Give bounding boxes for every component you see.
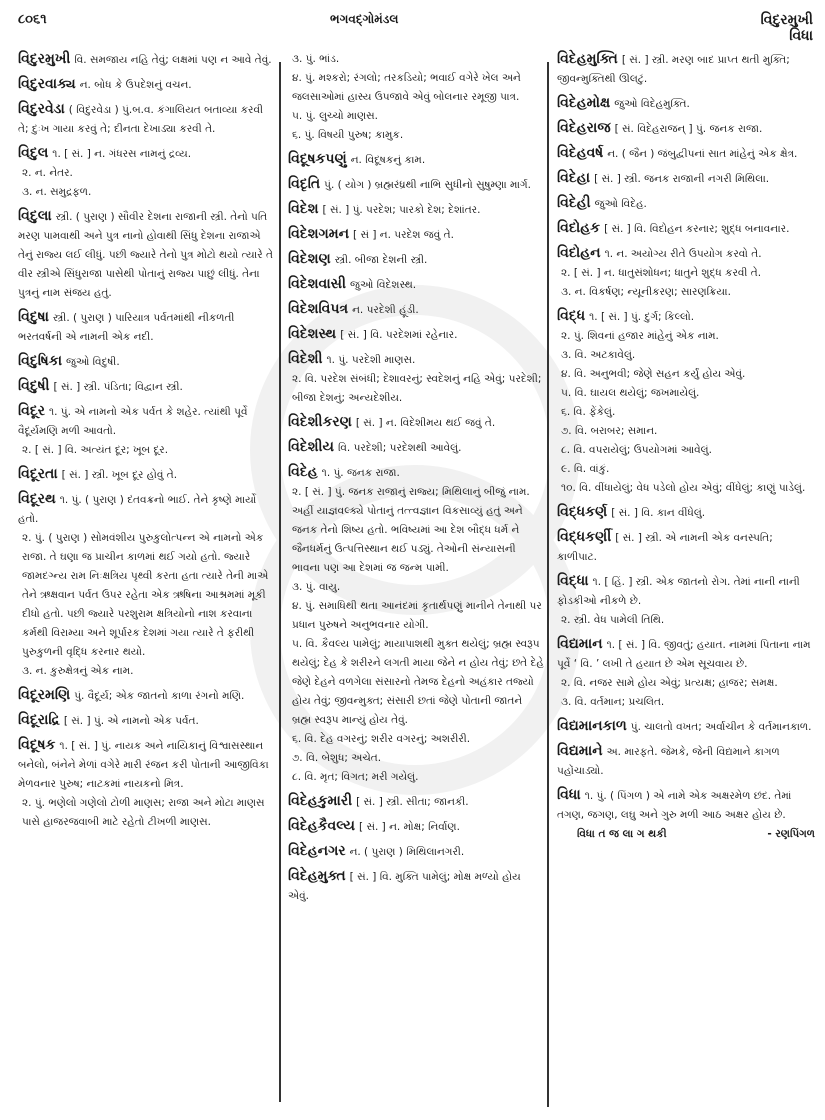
dictionary-entry <box>288 150 544 170</box>
headword: વિદુલા <box>18 208 52 224</box>
headword: વિદેશગમન <box>288 226 350 242</box>
sense-definition: ૧. ન. અયોગ્ય રીતે ઉપયોગ કરવો તે. <box>604 248 762 260</box>
sense-definition: પું. ( યોગ ) બ્રહ્મરંધ્રથી નાભિ સુધીનો સુષુમ્ણા માર્ગ. <box>324 179 532 191</box>
dictionary-entry <box>18 75 276 95</box>
headword: વિદેશ <box>288 201 319 217</box>
dictionary-entry <box>288 817 544 837</box>
sense-definition: ૧. [ સં. ] વિ. જીવતું; હયાત. નામમાં પિતાના નામ પૂર્વે ‘ વિ. ’ લખી તે હયાત છે એમ સૂચવાય છે. <box>557 639 811 670</box>
sense-definition: ૬. પું. વિષયી પુરુષ; કામુક. <box>292 129 404 141</box>
sense-definition: [ સં. ] પું. પરદેશ; પારકો દેશ; દેશાંતર. <box>322 204 481 216</box>
sense-definition: ૮. વિ. વપરાયેલું; ઉપયોગમાં આવેલું. <box>561 444 712 456</box>
sense-definition: ૧૦. વિ. વીંધાયેલું; વેધ પડેલો હોય એવું; વીંધેલું; કાણું પાડેલું. <box>561 482 806 494</box>
dictionary-entry <box>557 528 815 567</box>
headword: વિદેહમોક્ષ <box>557 95 611 111</box>
column-3 <box>557 50 815 1100</box>
dictionary-entry <box>288 792 544 812</box>
sense-definition: ૪. પું. મશ્કરો; રંગલો; તરકડિયો; ભવાઈ વગેરે ખેલ અને જલસાઓમાં હાસ્ય ઉપજાવે એવું બોલનાર રમૂજી પાત્ર. <box>292 72 521 103</box>
dictionary-entry <box>557 169 815 189</box>
headword: વિદૂષક <box>18 737 56 753</box>
dictionary-entry <box>288 350 544 408</box>
sense-definition: ૭. વિ. બરાબર; સમાન. <box>561 425 658 437</box>
verse-quote <box>557 825 815 844</box>
sense-definition: [ સં. ] ન. વિદેશીમય થઈ જવું તે. <box>355 417 496 429</box>
dictionary-entry <box>288 463 544 787</box>
quote-source: - રણપિંગળ <box>767 828 815 840</box>
dictionary-entry <box>288 50 544 145</box>
sense-definition: ૩. ન. સમુદ્રફળ. <box>22 186 92 198</box>
headword: વિદ્ધા <box>557 573 589 589</box>
sense-definition: ૨. સ્ત્રી. વેધ પામેલી તિથિ. <box>561 614 665 626</box>
sense-definition: ૧. [ સં. ] પું. દુર્ગ; કિલ્લો. <box>589 311 695 323</box>
dictionary-entry <box>288 200 544 220</box>
headword: વિદેહી <box>557 195 591 211</box>
sense-definition: ૩. વિ. વર્તમાન; પ્રચલિત. <box>561 696 665 708</box>
sense-definition: ૨. ન. નેતર. <box>22 167 73 179</box>
headword: વિદૃતિ <box>288 176 321 192</box>
sense-definition: [ સં. ] વિ. પરદેશમાં રહેનાર. <box>340 329 458 341</box>
headword: વિદૂરમણિ <box>18 687 71 703</box>
sense-definition: ૧. પું. ( પુરાણ ) દંતવક્રનો ભાઈ. તેને કૃષ્ણે માર્યો હતો. <box>18 494 257 525</box>
sense-definition: ( વિદુરવેડા ) પું.બ.વ. કંગાલિયત બતાવ્યા કરવી તે; દુઃખ ગાયા કરવું તે; દીનતા દેખાડ્યા કરવી તે. <box>18 104 263 135</box>
sense-definition: [ સં. ] સ્ત્રી. સીતા; જાનકી. <box>356 796 469 808</box>
sense-definition: ૨. પું. ભણેલો ગણેલો ટોળી માણસ; રાજા અને મોટા માણસ પાસે હાજરજવાબી માટે રહેતો ટીખળી માણસ. <box>22 797 265 828</box>
sense-definition: ૮. વિ. મૃત; વિગત; મરી ગયેલું. <box>292 771 419 783</box>
dictionary-entry <box>288 250 544 270</box>
sense-definition: [ સં. ] વિ. કાન વીંધેલું. <box>611 507 706 519</box>
sense-definition: ૨. વિ. નજર સામે હોય એવું; પ્રત્યક્ષ; હાજર; સમક્ષ. <box>561 677 778 689</box>
sense-definition: ૨. [ સં. ] પું. જનક રાજાનું રાજ્ય; મિથિલાનું બીજું નામ. અહીં યાજ્ઞવલ્ક્યે પોતાનું તત્ત્વજ્ઞાન વિકસાવ્યું હતું અને જનક તેનો શિષ્ય હતો. ભવિષ્યમાં આ દેશ બૌદ્ધ ધર્મ ને જૈનધર્મનું ઉત્પત્તિસ્થાન થઈ પડ્યું. તેઓની સંન્યાસની ભાવના પણ આ દેશમાં જ જન્મ પામી. <box>292 486 530 574</box>
sense-definition: ૩. પું. વાયુ. <box>292 581 341 593</box>
headword: વિદૂરતા <box>18 466 58 482</box>
dictionary-entry <box>557 50 815 89</box>
headword: વિદ્યમાને <box>557 743 603 759</box>
dictionary-entry <box>18 352 276 372</box>
headword: વિદેશવાસી <box>288 276 347 292</box>
dictionary-entry <box>557 717 815 737</box>
column-1 <box>18 50 276 1100</box>
dictionary-entry <box>288 842 544 862</box>
sense-definition: પું. ચાલતો વખત; અર્વાચીન કે વર્તમાનકાળ. <box>630 721 812 733</box>
headword: વિદેહવર્ષ <box>557 145 604 161</box>
sense-definition: ૪. પું. સમાધિથી થતા આનંદમાં કૃતાર્થપણું માનીને તેનાથી પર પ્રધાન પુરુષને અનુભવનાર યોગી. <box>292 600 542 631</box>
headword: વિદેશસ્થ <box>288 326 337 342</box>
dictionary-entry <box>557 194 815 214</box>
headword: વિદેશી <box>288 351 323 367</box>
sense-definition: [ સં. ] પું. એ નામનો એક પર્વત. <box>63 715 199 727</box>
sense-definition: ૧. પું. એ નામનો એક પર્વત કે શહેર. ત્યાંથી પૂર્વે વૈદૂર્યમણિ મળી આવતો. <box>18 406 248 437</box>
dictionary-entry <box>557 119 815 139</box>
headword: વિદેહનગર <box>288 843 346 859</box>
sense-definition: ૧. પું. જનક રાજા. <box>321 467 400 479</box>
page-header <box>0 0 825 50</box>
headword: વિદેહરાજ <box>557 120 611 136</box>
headword: વિદૂષકપણું <box>288 151 347 167</box>
sense-definition: ૩. વિ. અટકાવેલું. <box>561 349 636 361</box>
dictionary-entry <box>557 742 815 781</box>
headword: વિદ્યમાન <box>557 636 603 652</box>
dictionary-entry <box>18 308 276 347</box>
dictionary-entry <box>557 244 815 302</box>
dictionary-entry <box>18 490 276 681</box>
sense-definition: ૨. [ સં. ] ન. ધાતુસંશોધન; ધાતુને શુદ્ધ કરવી તે. <box>561 267 762 279</box>
dictionary-entry <box>288 225 544 245</box>
sense-definition: [ સં ] ન. પરદેશ જવું તે. <box>353 229 454 241</box>
dictionary-entry <box>18 402 276 460</box>
dictionary-columns <box>0 50 825 1120</box>
dictionary-entry <box>18 736 276 832</box>
dictionary-entry <box>288 175 544 195</box>
dictionary-entry <box>18 144 276 202</box>
headword: વિદેહ <box>288 464 318 480</box>
headword: વિદેશીકરણ <box>288 414 352 430</box>
dictionary-entry <box>18 377 276 397</box>
dictionary-entry <box>557 503 815 523</box>
headword: વિદ્યમાનકાળ <box>557 718 627 734</box>
headword: વિદુલ <box>18 145 49 161</box>
sense-definition: ૪. વિ. અનુભવી; જેણે સહન કર્યું હોય એવું. <box>561 368 746 380</box>
dictionary-entry <box>557 635 815 712</box>
sense-definition: સ્ત્રી. બીજા દેશની સ્ત્રી. <box>334 254 428 266</box>
sense-definition: જુઓ વિદેહમુક્તિ. <box>614 98 690 110</box>
sense-definition: ૫. વિ. ઘાયલ થયેલું; જખમાયેલું. <box>561 387 700 399</box>
headword: વિદુષા <box>18 309 49 325</box>
sense-definition: ૧. [ હિં. ] સ્ત્રી. એક જાતનો રોગ. તેમાં નાની નાની ફોડકીઓ નીકળે છે. <box>557 576 800 607</box>
sense-definition: ૭. વિ. બેશુધ; અચેત. <box>292 752 382 764</box>
guide-word-first: વિદુરમુખી <box>760 12 813 28</box>
sense-definition: સ્ત્રી. ( પુરાણ ) સૌવીર દેશના રાજાની સ્ત્રી. તેનો પતિ મરણ પામવાથી અને પુત્ર નાનો હોવાથી સિંધુ દેશના રાજાએ તેનું રાજ્ય લઈ લીધું. પછી જ્યારે તેનો પુત્ર મોટો થયો ત્યારે તે વીર સ્ત્રીએ સિંધુરાજા પાસેથી પોતાનું રાજ્ય પાછું લીધું. તેના પુત્રનું નામ સંજય હતું. <box>18 211 273 299</box>
sense-definition: ન. બોધ કે ઉપદેશનું વચન. <box>79 79 192 91</box>
dictionary-entry <box>557 94 815 114</box>
sense-definition: ૧. પું. પરદેશી માણસ. <box>326 354 416 366</box>
dictionary-entry <box>18 50 276 70</box>
headword: વિદેહકુમારી <box>288 793 353 809</box>
headword: વિદેહા <box>557 170 591 186</box>
dictionary-entry <box>557 219 815 239</box>
sense-definition: સ્ત્રી. ( પુરાણ ) પારિયાત્ર પર્વતમાંથી નીકળતી ભરતવર્ષની એ નામની એક નદી. <box>18 312 235 343</box>
sense-definition: [ સં. ] વિ. મુક્તિ પામેલું; મોક્ષ મળ્યો હોય એવું. <box>288 871 521 902</box>
sense-definition: ૧. [ સં. ] ન. ગંધરસ નામનું દ્રવ્ય. <box>52 148 192 160</box>
sense-definition: ૬. વિ. દેહ વગરનું; શરીર વગરનું; અશરીરી. <box>292 733 471 745</box>
sense-definition: વિ. પરદેશી; પરદેશથી આવેલું. <box>337 442 462 454</box>
headword: વિદુષિકા <box>18 353 63 369</box>
sense-definition: જુઓ વિદુષી. <box>66 356 120 368</box>
column-2 <box>288 50 544 1100</box>
headword: વિદ્ધ <box>557 308 586 324</box>
dictionary-entry <box>557 786 815 844</box>
dictionary-entry <box>557 144 815 164</box>
sense-definition: જુઓ વિદેશસ્થ. <box>350 279 417 291</box>
sense-definition: ૩. પું. ભાંડ. <box>292 53 340 65</box>
headword: વિદેશીય <box>288 439 334 455</box>
sense-definition: ૩. ન. કુરુક્ષેત્રનું એક નામ. <box>22 665 134 677</box>
dictionary-entry <box>557 572 815 630</box>
headword: વિદૂરાદ્રિ <box>18 712 60 728</box>
headword: વિદેશવિપત્ર <box>288 301 349 317</box>
headword: વિદેહમુક્ત <box>288 868 346 884</box>
headword: વિદુરવેડા <box>18 101 65 117</box>
dictionary-entry <box>557 307 815 498</box>
sense-definition: અ. મારફતે. જેમકે, જેની વિદ્યમાને કાગળ પહોંચાડ્યો. <box>557 746 780 777</box>
sense-definition: વિ. સમજાય નહિ તેવું; લક્ષમાં પણ ન આવે તેવું. <box>74 54 272 66</box>
dictionary-entry <box>18 465 276 485</box>
headword: વિદુષી <box>18 378 50 394</box>
sense-definition: પું. વૈદૂર્ય; એક જાતનો કાળા રંગનો મણિ. <box>74 690 245 702</box>
headword: વિદુરવાક્ય <box>18 76 76 92</box>
sense-definition: ૧. પું. ( પિંગળ ) એ નામે એક અક્ષરમેળ છંદ. તેમાં તગણ, જગણ, લઘુ અને ગુરુ મળી આઠ અક્ષર હોય છે. <box>557 790 792 821</box>
sense-definition: ૩. ન. વિકર્ષણ; ન્યૂનીકરણ; સારણક્રિયા. <box>561 286 731 298</box>
sense-definition: ૨. [ સં. ] વિ. અત્યંત દૂર; ખૂબ દૂર. <box>22 444 169 456</box>
column-divider <box>547 62 549 1107</box>
headword: વિદોહક <box>557 220 601 236</box>
guide-word-last: વિધા <box>789 28 813 44</box>
headword: વિધા <box>557 787 581 803</box>
headword: વિદેશણ <box>288 251 331 267</box>
dictionary-entry <box>18 686 276 706</box>
dictionary-entry <box>18 207 276 303</box>
sense-definition: [ સં. ] સ્ત્રી. જનક રાજાની નગરી મિથિલા. <box>594 173 770 185</box>
sense-definition: [ સં. ] સ્ત્રી. પંડિતા; વિદ્વાન સ્ત્રી. <box>53 381 183 393</box>
dictionary-entry <box>288 275 544 295</box>
sense-definition: [ સં. ] વિ. વિદોહન કરનાર; શુદ્ધ બનાવનાર. <box>604 223 790 235</box>
sense-definition: [ સં. ] સ્ત્રી. મરણ બાદ પ્રાપ્ત થતી મુક્તિ; જીવન્મુક્તિથી ઊલટું. <box>557 54 790 85</box>
dictionary-entry <box>18 100 276 139</box>
sense-definition: [ સં. વિદેહરાજન્ ] પું. જનક રાજા. <box>614 123 763 135</box>
headword: વિદૂરથ <box>18 491 56 507</box>
headword: વિદ્ધકર્ણ <box>557 504 608 520</box>
headword: વિદોહન <box>557 245 601 261</box>
page-number: ૮૦૬૧ <box>18 12 47 27</box>
sense-definition: ૨. પું. શિવનાં હજાર માંહેનું એક નામ. <box>561 330 719 342</box>
headword: વિદૂર <box>18 403 45 419</box>
dictionary-entry <box>288 413 544 433</box>
sense-definition: ન. વિદૂષકનું કામ. <box>350 154 426 166</box>
quote-text: વિધા ત જ લા ગ થકી <box>577 828 667 840</box>
sense-definition: ન. પરદેશી હૂંડી. <box>352 304 419 316</box>
sense-definition: [ સં. ] સ્ત્રી. ખૂબ દૂર હોવું તે. <box>61 469 178 481</box>
headword: વિદેહકૈવલ્ય <box>288 818 356 834</box>
sense-definition: ૬. વિ. ફેંકેલું. <box>561 406 616 418</box>
sense-definition: જુઓ વિદેહ. <box>594 198 647 210</box>
book-title: ભગવદ્ગોમંડલ <box>330 12 399 26</box>
sense-definition: ન. ( પુરાણ ) મિથિલાનગરી. <box>349 846 465 858</box>
sense-definition: ૨. વિ. પરદેશ સંબંધી; દેશાવરનું; સ્વદેશનું નહિ એવું; પરદેશી; બીજા દેશનું; અન્યદેશીય. <box>292 373 542 404</box>
dictionary-entry <box>288 300 544 320</box>
column-divider <box>279 62 281 1102</box>
sense-definition: ૫. પું. લુચ્ચો માણસ. <box>292 110 378 122</box>
sense-definition: ન. ( જૈન ) જંબુદ્વીપનાં સાત માંહેનું એક ક્ષેત્ર. <box>607 148 798 160</box>
sense-definition: ૯. વિ. વાંકું. <box>561 463 610 475</box>
dictionary-entry <box>18 711 276 731</box>
sense-definition: ૨. પું. ( પુરાણ ) સોમવંશીય પુરુકુલોત્પન્ન એ નામનો એક રાજા. તે ઘણા જ પ્રાચીન કાળમાં થઈ ગયો હતો. જ્યારે જામદગ્ન્ય રામ નિઃક્ષત્રિય પૃથ્વી કરતા હતા ત્યારે તેની માએ તેને ઋક્ષવાન પર્વત ઉપર રહેતા એક ઋષિના આશ્રમમાં મૂકી દીધો હતો. પછી જ્યારે પરશુરામ ક્ષત્રિયોનો નાશ કરવાના કર્મથી વિરામ્યા અને શૂર્પારક દેશમાં ગયા ત્યારે તે ફરીથી પુરુકુળની વૃદ્ધિ કરનાર થયો. <box>22 532 269 658</box>
dictionary-entry <box>288 867 544 906</box>
dictionary-entry <box>288 438 544 458</box>
dictionary-entry <box>288 325 544 345</box>
headword: વિદુરમુખી <box>18 51 71 67</box>
sense-definition: ૧. [ સં. ] પું. નાયક અને નાયિકાનું વિશ્વાસસ્થાન બનેલો, બંનેને મેળાં વગેરે મારી રંજન કરી પોતાની આજીવિકા મેળવનાર પુરુષ; નાટકમાં નાયકનો મિત્ર. <box>18 740 269 790</box>
sense-definition: [ સં. ] સ્ત્રી. એ નામની એક વનસ્પતિ; કાળીપાટ. <box>557 532 773 563</box>
sense-definition: [ સં. ] ન. મોક્ષ; નિર્વાણ. <box>359 821 460 833</box>
headword: વિદ્ધકર્ણી <box>557 529 612 545</box>
guide-words <box>761 12 813 44</box>
headword: વિદેહમુક્તિ <box>557 51 618 67</box>
sense-definition: ૫. વિ. કૈવલ્ય પામેલું; માયાપાશથી મુક્ત થયેલું; બ્રહ્મ સ્વરૂપ થયેલું; દેહ કે શરીરને લગતી માયા જેને ન હોય તેવું; છતે દેહે જેણે દેહને વળગેલા સંસારનો તેમજ દેહનો અહંકાર તજ્યો હોય તેવું; જીવન્મુક્ત; સંસારી છતાં જેણે પોતાની જાતને બ્રહ્મ સ્વરૂપ માન્યું હોય તેવું. <box>292 638 544 726</box>
